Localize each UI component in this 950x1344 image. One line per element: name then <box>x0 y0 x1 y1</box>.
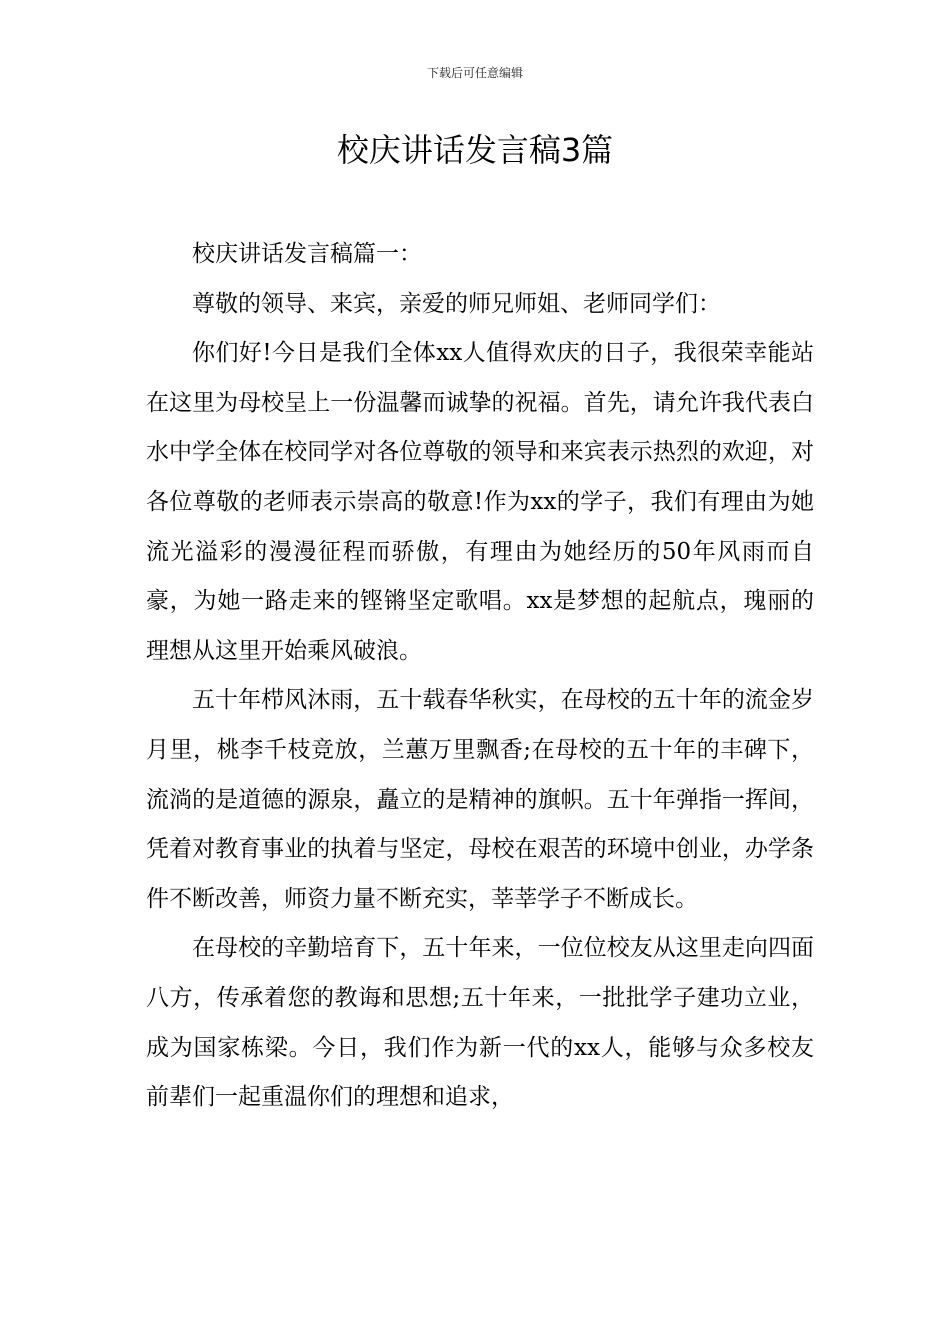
document-title: 校庆讲话发言稿3篇 <box>336 131 614 169</box>
paragraph: 你们好!今日是我们全体xx人值得欢庆的日子，我很荣幸能站在这里为母校呈上一份温馨而诚挚的祝福。首先，请允许我代表白水中学全体在校同学对各位尊敬的领导和来宾表示热烈的欢迎，对各位尊敬的老师表示崇高的敬意!作为xx的学子，我们有理由为她流光溢彩的漫漫征程而骄傲，有理由为她经历的50年风雨而自豪，为她一路走来的铿锵坚定歌唱。xx是梦想的起航点，瑰丽的理想从这里开始乘风破浪。 <box>146 340 814 664</box>
salutation: 尊敬的领导、来宾，亲爱的师兄师姐、老师同学们： <box>192 290 721 317</box>
paragraph: 在母校的辛勤培育下，五十年来，一位位校友从这里走向四面八方，传承着您的教诲和思想;五十年来，一批批学子建功立业，成为国家栋梁。今日，我们作为新一代的xx人，能够与众多校友前辈们一起重温你们的理想和追求， <box>146 935 814 1111</box>
paragraph: 五十年栉风沐雨，五十载春华秋实，在母校的五十年的流金岁月里，桃李千枝竞放，兰蕙万里飘香;在母校的五十年的丰碑下，流淌的是道德的源泉，矗立的是精神的旗帜。五十年弹指一挥间，凭着对教育事业的执着与坚定，母校在艰苦的环境中创业，办学条件不断改善，师资力量不断充实，莘莘学子不断成长。 <box>146 687 814 912</box>
header-note: 下载后可任意编辑 <box>426 66 523 80</box>
section-heading: 校庆讲话发言稿篇一： <box>192 241 422 267</box>
document-body <box>146 230 814 1123</box>
